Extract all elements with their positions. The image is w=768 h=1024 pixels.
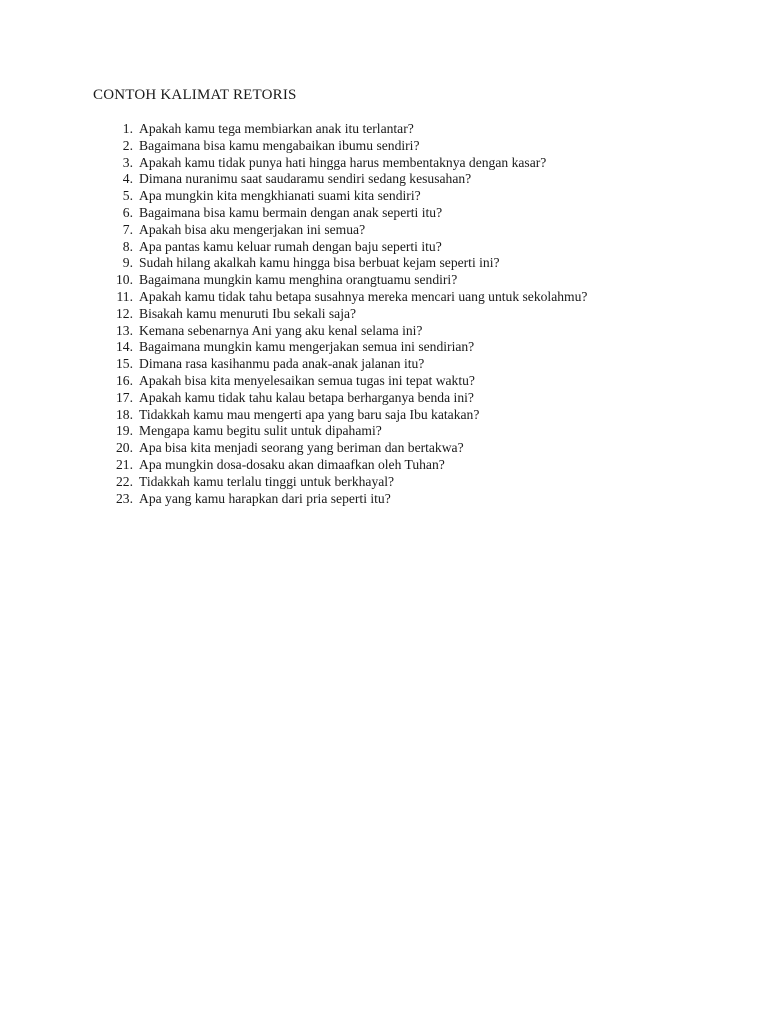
list-item-text: Bisakah kamu menuruti Ibu sekali saja? xyxy=(139,305,357,321)
list-item-text: Apakah kamu tega membiarkan anak itu terlantar? xyxy=(139,121,414,136)
list-item-text: Bagaimana bisa kamu mengabaikan ibumu sendiri? xyxy=(139,137,420,153)
list-item-number: 4. xyxy=(122,171,133,187)
list-item xyxy=(93,188,693,205)
list-item xyxy=(93,339,693,356)
list-item-number: 10. xyxy=(116,272,133,288)
list-item xyxy=(93,255,693,272)
list-item-number: 11. xyxy=(116,288,133,304)
list-item-text: Kemana sebenarnya Ani yang aku kenal selama ini? xyxy=(139,322,423,338)
list-item-number: 23. xyxy=(116,490,133,506)
list-item-text: Sudah hilang akalkah kamu hingga bisa berbuat kejam seperti ini? xyxy=(139,255,500,271)
list-item-text: Bagaimana mungkin kamu menghina orangtuamu sendiri? xyxy=(139,272,458,288)
list-item-number: 17. xyxy=(116,389,133,405)
list-item xyxy=(93,121,693,138)
list-item-text: Apa pantas kamu keluar rumah dengan baju seperti itu? xyxy=(139,238,442,254)
list-item-number: 12. xyxy=(116,305,133,321)
list-item-text: Apakah bisa kita menyelesaikan semua tugas ini tepat waktu? xyxy=(139,372,475,388)
list-item xyxy=(93,323,693,340)
list-item-number: 5. xyxy=(122,188,133,204)
list-item-text: Bagaimana mungkin kamu mengerjakan semua ini sendirian? xyxy=(139,339,475,355)
list-item xyxy=(93,306,693,323)
list-item xyxy=(93,155,693,172)
list-item-number: 19. xyxy=(116,423,133,439)
list-item xyxy=(93,138,693,155)
list-item xyxy=(93,390,693,407)
list-item-number: 16. xyxy=(116,372,133,388)
list-item-number: 15. xyxy=(116,356,133,372)
list-item-text: Apakah kamu tidak tahu kalau betapa berharganya benda ini? xyxy=(139,389,474,405)
list-item-text: Bagaimana bisa kamu bermain dengan anak seperti itu? xyxy=(139,204,443,220)
list-item-number: 2. xyxy=(122,137,133,153)
list-item-text: Apakah kamu tidak punya hati hingga harus membentaknya dengan kasar? xyxy=(139,154,547,170)
list-item-number: 22. xyxy=(116,473,133,489)
list-item-number: 21. xyxy=(116,456,133,472)
list-item-number: 3. xyxy=(122,154,133,170)
list-item-text: Apa mungkin kita mengkhianati suami kita sendiri? xyxy=(139,188,421,204)
list-item xyxy=(93,457,693,474)
list-item xyxy=(93,239,693,256)
list-item xyxy=(93,171,693,188)
list-item-text: Tidakkah kamu terlalu tinggi untuk berkhayal? xyxy=(139,473,395,489)
list-item-number: 9. xyxy=(122,255,133,271)
list-item xyxy=(93,407,693,424)
list-item-text: Dimana rasa kasihanmu pada anak-anak jalanan itu? xyxy=(139,356,425,372)
list-item-text: Mengapa kamu begitu sulit untuk dipahami? xyxy=(139,423,382,439)
document-title: CONTOH KALIMAT RETORIS xyxy=(93,87,297,103)
list-item xyxy=(93,423,693,440)
list-item xyxy=(93,440,693,457)
list-item-number: 14. xyxy=(116,339,133,355)
list-item-text: Apakah bisa aku mengerjakan ini semua? xyxy=(139,221,366,237)
list-item-number: 1. xyxy=(122,121,133,136)
list-item-text: Dimana nuranimu saat saudaramu sendiri sedang kesusahan? xyxy=(139,171,472,187)
list-item-text: Apakah kamu tidak tahu betapa susahnya mereka mencari uang untuk sekolahmu? xyxy=(139,288,588,304)
list-item-number: 6. xyxy=(122,204,133,220)
list-item-number: 7. xyxy=(122,221,133,237)
list-item-text: Apa mungkin dosa-dosaku akan dimaafkan oleh Tuhan? xyxy=(139,456,445,472)
list-item-number: 8. xyxy=(122,238,133,254)
list-item xyxy=(93,491,693,508)
list-item xyxy=(93,373,693,390)
list-item-number: 20. xyxy=(116,440,133,456)
list-item-number: 13. xyxy=(116,322,133,338)
list-item-number: 18. xyxy=(116,406,133,422)
list-item-text: Apa bisa kita menjadi seorang yang beriman dan bertakwa? xyxy=(139,440,464,456)
list-item xyxy=(93,356,693,373)
list-item xyxy=(93,474,693,491)
question-list xyxy=(93,121,693,507)
list-item xyxy=(93,205,693,222)
list-item xyxy=(93,222,693,239)
list-item xyxy=(93,272,693,289)
list-item-text: Apa yang kamu harapkan dari pria seperti itu? xyxy=(139,490,391,506)
list-item xyxy=(93,289,693,306)
list-item-text: Tidakkah kamu mau mengerti apa yang baru saja Ibu katakan? xyxy=(139,406,480,422)
